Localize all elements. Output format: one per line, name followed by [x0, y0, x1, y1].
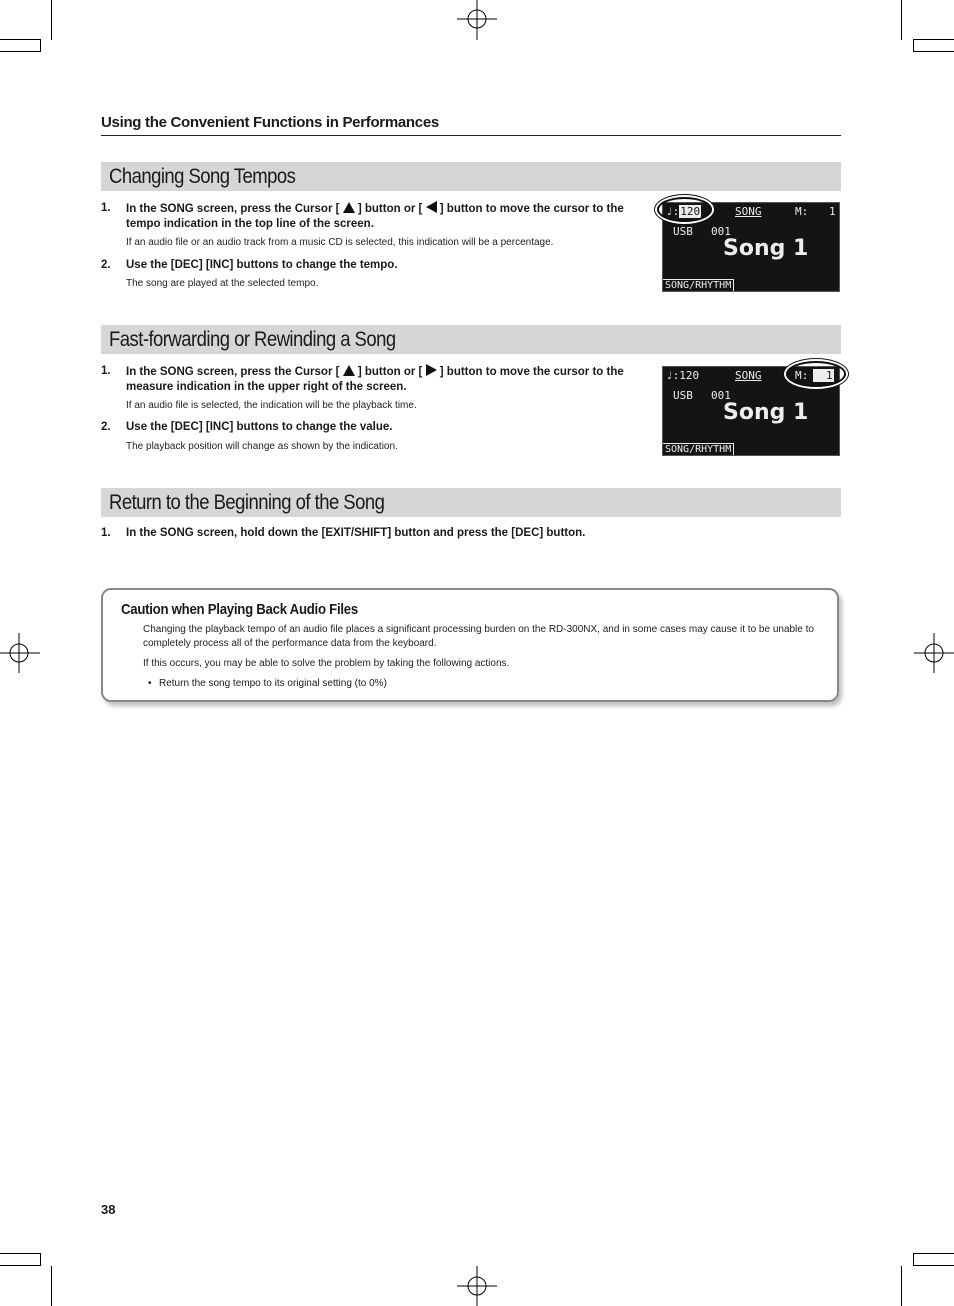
highlight-ring: [657, 197, 712, 222]
crop-mark: [901, 0, 902, 40]
step-text: Use the [DEC] [INC] buttons to change the tempo.: [126, 259, 398, 271]
step-text: In the SONG screen, press the Cursor [ ] button or [ ] button to move the cursor to the tempo indication in the top line of the screen.: [126, 203, 624, 230]
step-number: 1.: [101, 365, 111, 377]
crop-mark: [913, 1253, 954, 1254]
section-heading: Changing Song Tempos: [101, 162, 841, 191]
step-number: 2.: [101, 421, 111, 433]
registration-mark-icon: [457, 1266, 497, 1306]
caution-paragraph: Changing the playback tempo of an audio file places a significant processing burden on the RD-300NX, and in some cases may cause it to be unable to completely process all of the performance data from the keyboard.: [143, 624, 814, 649]
source-label: USB: [673, 389, 693, 402]
note-icon: ♩:: [666, 205, 680, 218]
crop-mark: [51, 1266, 52, 1306]
song-number: 001: [711, 389, 731, 402]
source-label: USB: [673, 225, 693, 238]
mode-label: SONG: [735, 369, 762, 382]
step-item: [101, 258, 631, 273]
step-note: The playback position will change as shown by the indication.: [126, 441, 398, 452]
crop-mark: [40, 1253, 41, 1266]
measure-value: 1: [813, 369, 834, 382]
step-text: In the SONG screen, hold down the [EXIT/SHIFT] button and press the [DEC] button.: [126, 527, 586, 539]
registration-mark-icon: [457, 0, 497, 40]
step-item: [101, 526, 801, 541]
crop-mark: [913, 51, 954, 52]
tempo-value: 120: [680, 205, 701, 218]
crop-mark: [913, 1253, 914, 1266]
measure-label: M:: [795, 369, 809, 382]
chapter-title: Using the Convenient Functions in Performances: [101, 114, 841, 136]
cursor-left-icon: [426, 201, 437, 213]
crop-mark: [913, 39, 954, 40]
tempo-value: 120: [679, 369, 700, 382]
section-heading: Fast-forwarding or Rewinding a Song: [101, 325, 841, 354]
caution-paragraph: If this occurs, you may be able to solve the problem by taking the following actions.: [143, 658, 510, 669]
step-item: [101, 364, 631, 395]
crop-mark: [0, 51, 41, 52]
step-text: Use the [DEC] [INC] buttons to change the value.: [126, 421, 393, 433]
page-number: 38: [101, 1202, 116, 1217]
cursor-up-icon: [343, 365, 355, 376]
crop-mark: [913, 39, 914, 51]
crop-mark: [0, 1265, 40, 1266]
registration-mark-icon: [0, 633, 40, 673]
section-heading: Return to the Beginning of the Song: [101, 488, 841, 517]
screen-footer: SONG/RHYTHM: [663, 279, 734, 291]
screen-footer: SONG/RHYTHM: [663, 443, 734, 455]
bullet-icon: •: [148, 678, 152, 689]
crop-mark: [51, 0, 52, 40]
step-item: [101, 420, 631, 435]
step-number: 1.: [101, 202, 111, 214]
caution-bullet: • Return the song tempo to its original setting (to 0%): [148, 678, 387, 689]
step-note: The song are played at the selected tempo.: [126, 278, 319, 289]
caution-box: [101, 588, 839, 702]
step-note: If an audio file is selected, the indication will be the playback time.: [126, 400, 417, 411]
step-text: In the SONG screen, press the Cursor [ ] button or [ ] button to move the cursor to the measure indication in the upper right of the screen.: [126, 366, 624, 393]
mode-label: SONG: [735, 205, 762, 218]
song-name: Song 1: [723, 400, 809, 425]
measure-value: 1: [829, 205, 836, 218]
crop-mark: [901, 1266, 902, 1306]
crop-mark: [0, 1253, 41, 1254]
crop-mark: [913, 1265, 954, 1266]
cursor-right-icon: [426, 364, 437, 376]
step-note: If an audio file or an audio track from a music CD is selected, this indication will be a percentage.: [126, 237, 554, 248]
caution-title: Caution when Playing Back Audio Files: [121, 601, 358, 618]
step-number: 1.: [101, 527, 111, 539]
crop-mark: [0, 39, 40, 40]
song-number: 001: [711, 225, 731, 238]
measure-label: M:: [795, 205, 809, 218]
step-item: [101, 201, 631, 232]
song-name: Song 1: [723, 236, 809, 261]
note-icon: ♩:: [666, 369, 680, 382]
step-number: 2.: [101, 259, 111, 271]
registration-mark-icon: [914, 633, 954, 673]
crop-mark: [40, 39, 41, 51]
highlight-ring: [786, 361, 846, 387]
cursor-up-icon: [343, 202, 355, 213]
